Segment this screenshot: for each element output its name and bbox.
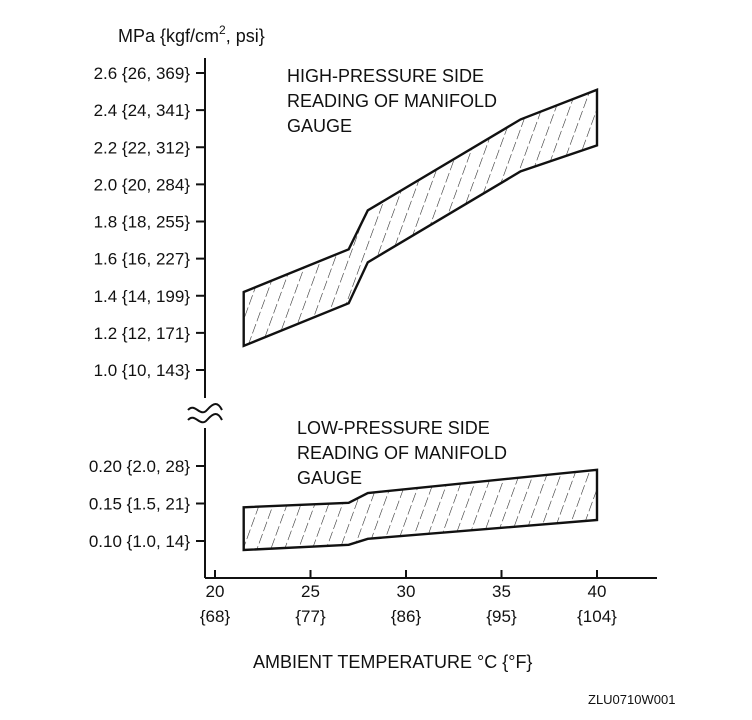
figure-code: ZLU0710W001 [588, 692, 676, 707]
y-ticks-low [89, 457, 205, 551]
x-tick-sublabel-3: {95} [486, 607, 517, 626]
x-tick-label-3: 35 [492, 582, 511, 601]
y-high-tick-label-5: 1.6 {16, 227} [93, 249, 190, 269]
low-annot-line-1: LOW-PRESSURE SIDE [297, 418, 490, 438]
axis-break-symbol [188, 404, 222, 422]
y-high-tick-label-6: 1.4 {14, 199} [93, 286, 190, 306]
x-tick-sublabel-1: {77} [295, 607, 326, 626]
high-annot-line-1: HIGH-PRESSURE SIDE [287, 66, 485, 86]
y-high-tick-label-4: 1.8 {18, 255} [93, 212, 190, 232]
y-high-tick-label-2: 2.2 {22, 312} [93, 138, 190, 158]
y-low-tick-label-0: 0.20 {2.0, 28} [88, 457, 190, 476]
y-unit-title: MPa {$kgf/cm^2$, psi} [118, 23, 265, 46]
x-tick-sublabel-0: {68} [199, 607, 231, 626]
y-high-tick-label-3: 2.0 {20, 284} [93, 175, 190, 195]
x-tick-label-4: 40 [587, 582, 607, 601]
high-pressure-annotation [287, 66, 502, 136]
low-annot-line-2: READING OF MANIFOLD [297, 443, 508, 463]
high-annot-line-2: READING OF MANIFOLD [287, 91, 498, 111]
low-annot-line-3: GAUGE [297, 468, 363, 488]
x-axis-title: AMBIENT TEMPERATURE °C {°F} [253, 652, 533, 672]
y-high-tick-label-1: 2.4 {24, 341} [93, 101, 190, 121]
y-low-tick-label-2: 0.10 {1.0, 14} [88, 532, 190, 551]
y-low-tick-label-1: 0.15 {1.5, 21} [88, 494, 190, 514]
high-annot-line-3: GAUGE [287, 116, 353, 136]
x-tick-sublabel-2: {86} [390, 607, 422, 626]
y-high-tick-label-8: 1.0 {10, 143} [93, 361, 190, 380]
x-tick-label-2: 30 [396, 582, 416, 601]
x-tick-sublabel-4: {104} [577, 607, 617, 626]
y-high-tick-label-0: 2.6 {26, 369} [93, 64, 190, 83]
y-high-tick-label-7: 1.2 {12, 171} [93, 323, 190, 343]
x-tick-label-0: 20 [205, 582, 225, 601]
y-ticks-high [94, 64, 205, 380]
low-pressure-annotation [297, 418, 512, 488]
x-tick-label-1: 25 [301, 582, 320, 601]
